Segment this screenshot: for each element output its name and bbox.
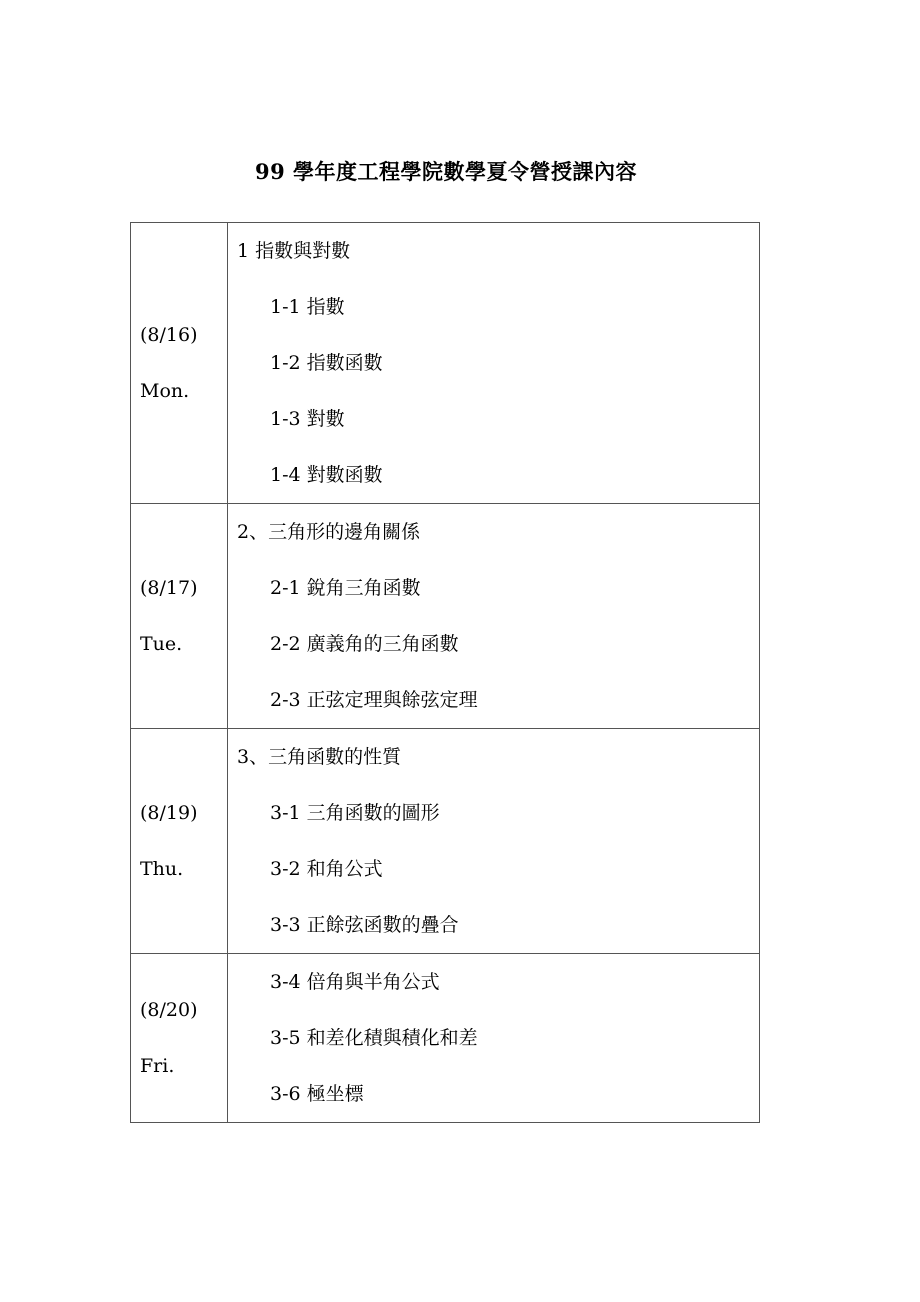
day-label: Fri. [140, 1055, 175, 1077]
day-label: Thu. [140, 858, 184, 880]
date-label: (8/16) [140, 324, 198, 346]
chapter-heading: 3、三角函數的性質 [237, 746, 402, 768]
schedule-row-tue [131, 504, 760, 729]
schedule-table [130, 222, 760, 1123]
topic-item: 3-3 正餘弦函數的疊合 [270, 914, 459, 936]
topics-cell [228, 954, 760, 1123]
schedule-row-thu [131, 729, 760, 954]
topic-item: 3-6 極坐標 [270, 1083, 364, 1105]
day-label: Tue. [140, 633, 183, 655]
schedule-row-fri [131, 954, 760, 1123]
date-cell [131, 954, 228, 1123]
topic-item: 3-4 倍角與半角公式 [270, 971, 440, 993]
schedule-body [131, 223, 760, 1123]
topic-item: 2-3 正弦定理與餘弦定理 [270, 689, 478, 711]
chapter-heading: 1 指數與對數 [237, 240, 351, 262]
topic-item: 3-5 和差化積與積化和差 [270, 1027, 478, 1049]
topic-item: 1-1 指數 [270, 296, 345, 318]
topics-cell [228, 223, 760, 504]
topics-cell [228, 504, 760, 729]
topic-item: 2-1 銳角三角函數 [270, 577, 421, 599]
topic-item: 1-4 對數函數 [270, 464, 383, 486]
document-title: 99 學年度工程學院數學夏令營授課內容 [254, 159, 638, 184]
topic-item: 3-1 三角函數的圖形 [270, 802, 440, 824]
topic-item: 2-2 廣義角的三角函數 [270, 633, 459, 655]
topic-item: 1-3 對數 [270, 408, 345, 430]
date-label: (8/20) [140, 999, 198, 1021]
topic-item: 1-2 指數函數 [270, 352, 383, 374]
date-label: (8/17) [140, 577, 198, 599]
date-cell [131, 223, 228, 504]
date-cell [131, 729, 228, 954]
topic-item: 3-2 和角公式 [270, 858, 383, 880]
topics-cell [228, 729, 760, 954]
day-label: Mon. [140, 380, 190, 402]
schedule-row-mon [131, 223, 760, 504]
chapter-heading: 2、三角形的邊角關係 [237, 521, 421, 543]
date-label: (8/19) [140, 802, 198, 824]
date-cell [131, 504, 228, 729]
